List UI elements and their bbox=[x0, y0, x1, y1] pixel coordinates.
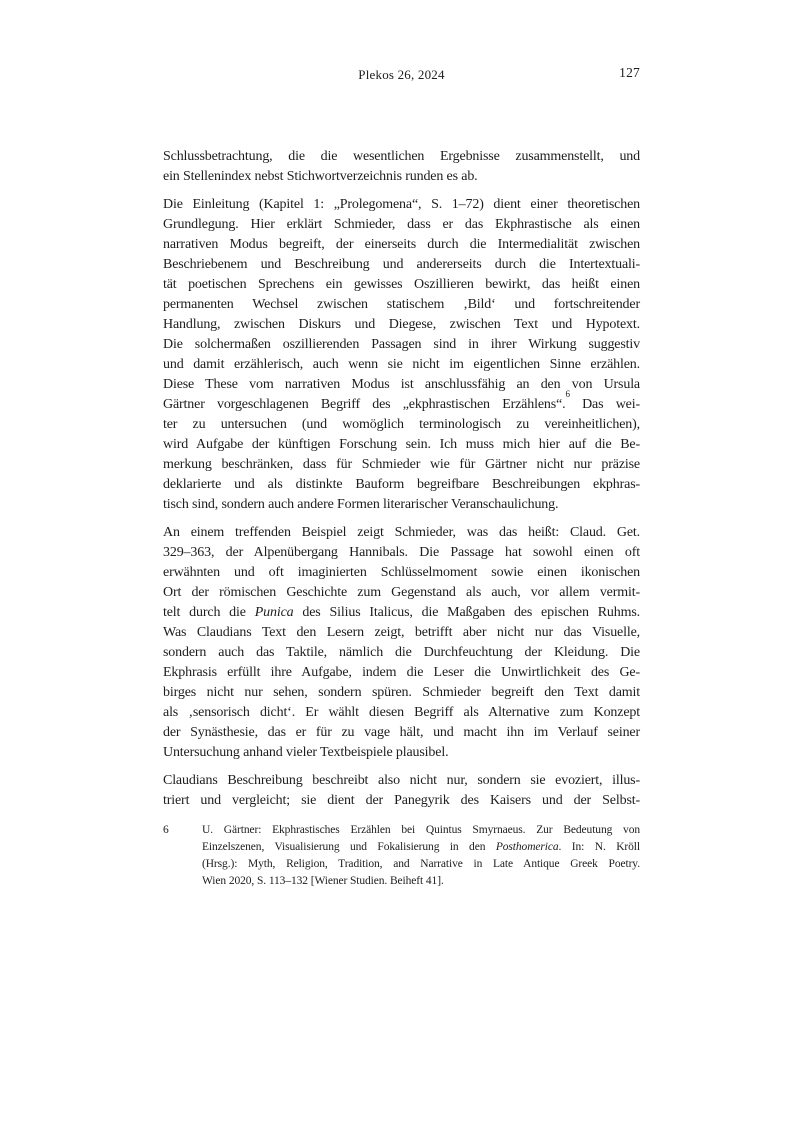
text-segment: permanenten Wechsel zwischen statischem ‚Bild‘ und fortschreitender bbox=[163, 297, 640, 312]
text-segment: Diese These vom narrativen Modus ist anschlussfähig an den von Ursula bbox=[163, 377, 640, 392]
text-column bbox=[163, 0, 640, 890]
body-text bbox=[163, 147, 640, 811]
text-segment: 329–363, der Alpenübergang Hannibals. Die Passage hat sowohl einen oft bbox=[163, 545, 640, 560]
paragraph bbox=[163, 523, 640, 763]
text-segment: Einzelszenen, Visualisierung und Fokalisierung in den bbox=[202, 841, 496, 853]
text-segment: Ekphrasis erfüllt ihre Aufgabe, indem die Leser die Unwirtlichkeit des Ge- bbox=[163, 665, 640, 680]
text-segment: triert und vergleicht; sie dient der Panegyrik des Kaisers und der Selbst- bbox=[163, 793, 640, 808]
text-line bbox=[202, 822, 640, 839]
text-line bbox=[163, 147, 640, 167]
text-segment: deklarierte und als distinkte Bauform begreifbare Beschreibungen ekphras- bbox=[163, 477, 640, 492]
text-segment: Was Claudians Text den Lesern zeigt, betrifft aber nicht nur das Visuelle, bbox=[163, 625, 640, 640]
text-line bbox=[163, 455, 640, 475]
text-segment: Das wei- bbox=[569, 397, 640, 412]
footnotes bbox=[163, 822, 640, 890]
text-segment: tisch sind, sondern auch andere Formen literarischer Veranschaulichung. bbox=[163, 497, 559, 512]
text-line bbox=[163, 771, 640, 791]
italic-text: Posthomerica bbox=[495, 841, 559, 853]
text-segment: U. Gärtner: Ekphrastisches Erzählen bei Quintus Smyrnaeus. Zur Bedeutung von bbox=[202, 824, 640, 836]
text-line bbox=[163, 315, 640, 335]
text-segment: birges nicht nur sehen, sondern spüren. Schmieder begreift den Text damit bbox=[163, 685, 640, 700]
text-line bbox=[163, 523, 640, 543]
text-line bbox=[163, 495, 640, 515]
text-segment: An einem treffenden Beispiel zeigt Schmieder, was das heißt: Claud. Get. bbox=[163, 525, 640, 540]
text-line bbox=[163, 623, 640, 643]
text-line bbox=[163, 723, 640, 743]
text-segment: Claudians Beschreibung beschreibt also nicht nur, sondern sie evoziert, illus- bbox=[163, 773, 640, 788]
text-segment: erwähnten und oft imaginierten Schlüsselmoment sowie einen ikonischen bbox=[163, 565, 640, 580]
text-line bbox=[163, 167, 640, 187]
text-segment: ein Stellenindex nebst Stichwortverzeichnis runden es ab. bbox=[163, 169, 478, 184]
text-line bbox=[163, 389, 640, 415]
text-line bbox=[163, 235, 640, 255]
text-line bbox=[163, 563, 640, 583]
page-number: 127 bbox=[619, 65, 640, 80]
text-segment: und damit erzählerisch, auch wenn sie nicht im eigentlichen Sinne erzählen. bbox=[163, 357, 640, 372]
text-segment: des Silius Italicus, die Maßgaben des epischen Ruhms. bbox=[293, 605, 640, 620]
paragraph bbox=[163, 147, 640, 187]
footnote-number: 6 bbox=[163, 824, 169, 836]
text-segment: Untersuchung anhand vieler Textbeispiele plausibel. bbox=[163, 745, 449, 760]
text-line bbox=[163, 683, 640, 703]
italic-text: Punica bbox=[254, 605, 294, 620]
text-line bbox=[163, 415, 640, 435]
text-segment: ter zu untersuchen (und womöglich terminologisch zu vereinheitlichen), bbox=[163, 417, 640, 432]
text-line bbox=[163, 255, 640, 275]
text-segment: tät poetischen Sprechens ein gewisses Oszillieren bewirkt, das heißt einen bbox=[163, 277, 640, 292]
text-segment: als ‚sensorisch dicht‘. Er wählt diesen Begriff als Alternative zum Konzept bbox=[163, 705, 640, 720]
text-segment: telt durch die bbox=[163, 605, 255, 620]
text-segment: Gärtner vorgeschlagenen Begriff des „ekphrastischen Erzählens“. bbox=[163, 397, 566, 412]
text-segment: Die solchermaßen oszillierenden Passagen sind in ihrer Wirkung suggestiv bbox=[163, 337, 640, 352]
paragraph bbox=[163, 195, 640, 515]
text-line bbox=[163, 603, 640, 623]
text-segment: . In: N. Kröll bbox=[558, 841, 640, 853]
text-line bbox=[163, 295, 640, 315]
text-line bbox=[163, 663, 640, 683]
text-line bbox=[163, 643, 640, 663]
text-line bbox=[163, 335, 640, 355]
text-segment: sondern auch das Taktile, nämlich die Durchfeuchtung der Kleidung. Die bbox=[163, 645, 640, 660]
text-segment: Wien 2020, S. 113–132 [Wiener Studien. Beiheft 41]. bbox=[202, 875, 444, 887]
text-segment: Grundlegung. Hier erklärt Schmieder, dass er das Ekphrastische als einen bbox=[163, 217, 640, 232]
text-line bbox=[163, 275, 640, 295]
text-line bbox=[163, 703, 640, 723]
text-segment: Beschriebenem und Beschreibung und andererseits durch die Intertextuali- bbox=[163, 257, 640, 272]
text-line bbox=[163, 743, 640, 763]
text-segment: Die Einleitung (Kapitel 1: „Prolegomena“, S. 1–72) dient einer theoretischen bbox=[163, 197, 640, 212]
text-segment: Ort der römischen Geschichte zum Gegenstand als auch, vor allem vermit- bbox=[163, 585, 640, 600]
text-segment: der Synästhesie, das er für zu vage hält, und macht ihn im Verlauf seiner bbox=[163, 725, 640, 740]
text-line bbox=[202, 856, 640, 873]
text-line bbox=[163, 583, 640, 603]
footnote-marker: 6 bbox=[565, 389, 570, 400]
text-segment: Handlung, zwischen Diskurs und Diegese, zwischen Text und Hypotext. bbox=[163, 317, 640, 332]
paragraph bbox=[163, 771, 640, 811]
text-segment: wird Aufgabe der künftigen Forschung sein. Ich muss mich hier auf die Be- bbox=[163, 437, 640, 452]
text-line bbox=[163, 355, 640, 375]
text-segment: narrativen Modus begreift, der einerseits durch die Intermedialität zwischen bbox=[163, 237, 640, 252]
text-line bbox=[163, 791, 640, 811]
text-line bbox=[163, 475, 640, 495]
text-line bbox=[202, 839, 640, 856]
footnote-text bbox=[202, 822, 640, 890]
running-header bbox=[163, 0, 640, 83]
journal-title: Plekos 26, 2024 bbox=[358, 67, 445, 82]
text-line bbox=[163, 543, 640, 563]
footnote bbox=[163, 822, 640, 890]
text-segment: (Hrsg.): Myth, Religion, Tradition, and Narrative in Late Antique Greek Poetry. bbox=[202, 858, 640, 870]
text-line bbox=[163, 435, 640, 455]
text-line bbox=[163, 215, 640, 235]
text-line bbox=[202, 873, 640, 890]
text-segment: Schlussbetrachtung, die die wesentlichen Ergebnisse zusammenstellt, und bbox=[163, 149, 640, 164]
text-line bbox=[163, 195, 640, 215]
text-segment: merkung beschränken, dass für Schmieder wie für Gärtner nicht nur präzise bbox=[163, 457, 640, 472]
